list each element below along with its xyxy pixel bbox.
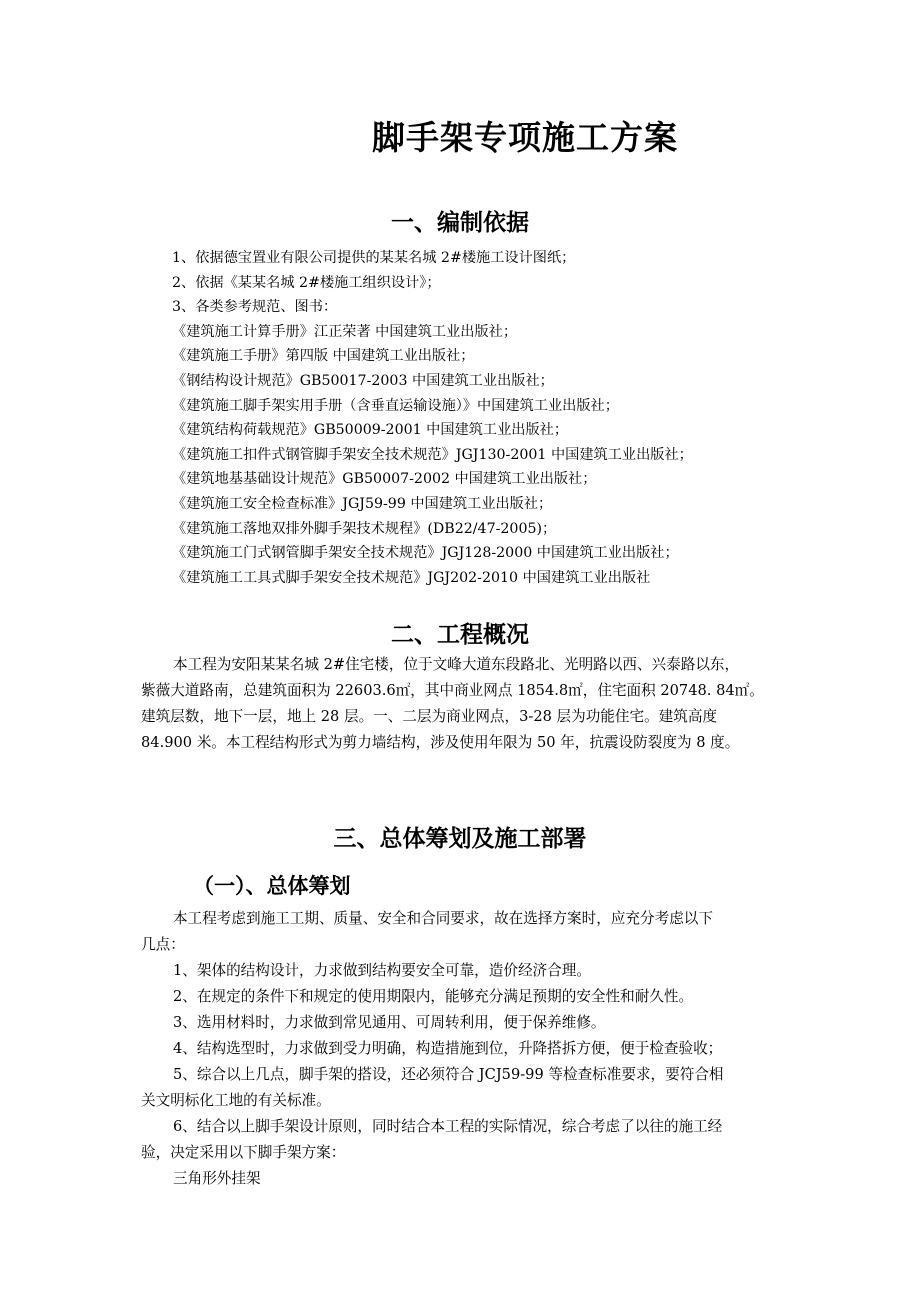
reference-item: 《建筑施工扣件式钢管脚手架安全技术规范》JGJ130-2001 中国建筑工业出版社； xyxy=(172,446,693,463)
section2-heading: 二、工程概况 xyxy=(391,621,529,648)
paragraph-line: 6、结合以上脚手架设计原则，同时结合本工程的实际情况，综合考虑了以往的施工经 xyxy=(173,1118,723,1135)
section3-heading: 三、总体筹划及施工部署 xyxy=(333,825,587,852)
reference-item: 《建筑施工手册》第四版 中国建筑工业出版社； xyxy=(172,348,475,365)
reference-item: 《建筑结构荷载规范》GB50009-2001 中国建筑工业出版社； xyxy=(172,422,569,439)
section3-subheading: （一）、总体筹划 xyxy=(193,873,351,898)
paragraph-line: 关文明标化工地的有关标准。 xyxy=(141,1092,331,1109)
paragraph-line: 几点： xyxy=(141,936,185,953)
reference-item: 《建筑施工脚手架实用手册（含垂直运输设施）》中国建筑工业出版社； xyxy=(172,397,619,414)
project-overview-paragraph xyxy=(141,652,781,756)
paragraph-line: 4、结构选型时，力求做到受力明确，构造措施到位，升降搭拆方便，便于检查验收； xyxy=(173,1040,723,1057)
paragraph-line: 验，决定采用以下脚手架方案： xyxy=(141,1144,346,1161)
paragraph-line: 3、选用材料时，力求做到常见通用、可周转利用，便于保养维修。 xyxy=(173,1014,606,1031)
reference-item: 《建筑地基基础设计规范》GB50007-2002 中国建筑工业出版社； xyxy=(172,471,597,488)
paragraph-line: 紫薇大道路南，总建筑面积为 22603.6㎡，其中商业网点 1854.8㎡，住宅面积 20748. 84㎡。 xyxy=(141,682,764,699)
reference-item: 1、依据德宝置业有限公司提供的某某名城 2#楼施工设计图纸； xyxy=(172,250,576,266)
reference-list xyxy=(172,246,812,590)
reference-item: 《钢结构设计规范》GB50017-2003 中国建筑工业出版社； xyxy=(172,372,554,389)
paragraph-line: 三角形外挂架 xyxy=(173,1170,261,1187)
reference-item: 《建筑施工计算手册》江正荣著 中国建筑工业出版社； xyxy=(172,323,518,340)
paragraph-line: 建筑层数，地下一层，地上 28 层。一、二层为商业网点，3-28 层为功能住宅。建筑高度 xyxy=(141,708,718,725)
paragraph-line: 1、架体的结构设计，力求做到结构要安全可靠，造价经济合理。 xyxy=(173,962,591,979)
planning-paragraph xyxy=(141,906,781,1192)
section1-heading: 一、编制依据 xyxy=(391,209,529,236)
reference-item: 《建筑施工安全检查标准》JGJ59-99 中国建筑工业出版社； xyxy=(172,495,553,512)
paragraph-line: 本工程考虑到施工工期、质量、安全和合同要求，故在选择方案时，应充分考虑以下 xyxy=(173,910,713,927)
reference-item: 《建筑施工落地双排外脚手架技术规程》(DB22/47-2005)； xyxy=(172,520,557,537)
paragraph-line: 2、在规定的条件下和规定的使用期限内，能够充分满足预期的安全性和耐久性。 xyxy=(173,988,694,1005)
paragraph-line: 84.900 米。本工程结构形式为剪力墙结构，涉及使用年限为 50 年，抗震设防裂度为 8 度。 xyxy=(141,734,740,751)
paragraph-line: 本工程为安阳某某名城 2#住宅楼，位于文峰大道东段路北、光明路以西、兴泰路以东， xyxy=(173,656,740,673)
paragraph-line: 5、综合以上几点，脚手架的搭设，还必须符合 JCJ59-99 等检查标准要求，要符合相 xyxy=(173,1066,724,1083)
reference-item: 《建筑施工工具式脚手架安全技术规范》JGJ202-2010 中国建筑工业出版社 xyxy=(172,569,651,586)
reference-item: 《建筑施工门式钢管脚手架安全技术规范》JGJ128-2000 中国建筑工业出版社； xyxy=(172,545,679,562)
reference-item: 3、各类参考规范、图书： xyxy=(172,299,338,316)
reference-item: 2、依据《某某名城 2#楼施工组织设计》； xyxy=(172,274,441,291)
document-title: 脚手架专项施工方案 xyxy=(372,118,678,157)
